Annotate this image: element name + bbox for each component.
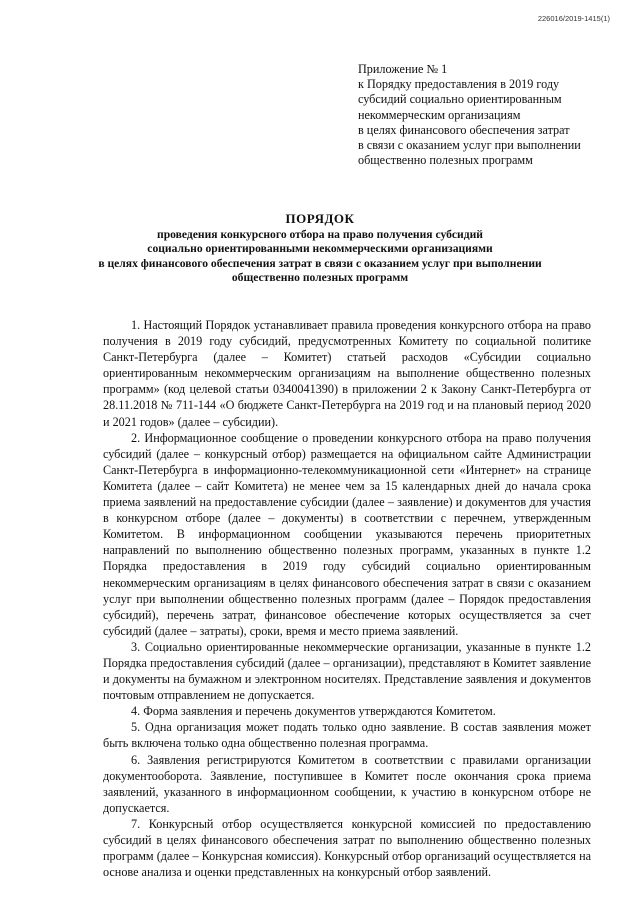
title-main: ПОРЯДОК	[285, 211, 355, 226]
paragraph-6: 6. Заявления регистрируются Комитетом в соответствии с правилами организации документооборота. Заявление, поступившее в Комитет после окончания срока приема заявлений, указанного в информационном сообщении, к участию в конкурсном отборе не допускается.	[103, 752, 591, 815]
document-body	[103, 317, 591, 880]
annex-line: общественно полезных программ	[358, 153, 533, 168]
annex-line: Приложение № 1	[358, 62, 448, 76]
title-subline: общественно полезных программ	[231, 271, 409, 285]
paragraph-4: 4. Форма заявления и перечень документов утверждаются Комитетом.	[131, 704, 496, 719]
paragraph-5: 5. Одна организация может подать только одно заявление. В состав заявления может быть включена только одна общественно полезная программа.	[103, 720, 591, 751]
paragraph-7: 7. Конкурсный отбор осуществляется конкурсной комиссией по предоставлению субсидий в целях финансового обеспечения затрат по выполнению общественно полезных программ (далее – Конкурсная комиссия). Конкурсный отбор организаций осуществляется на основе анализа и оценки представленных на конкурсный отбор заявлений.	[103, 816, 591, 880]
document-registration-number: 226016/2019-1415(1)	[537, 14, 610, 23]
annex-line: некоммерческим организациям	[358, 107, 521, 122]
paragraph-2: 2. Информационное сообщение о проведении конкурсного отбора на право получения субсидий (далее – конкурсный отбор) размещается на официальном сайте Администрации Санкт-Петербурга в информационно-телекоммуникационной сети «Интернет» на странице Комитета (далее – сайт Комитета) не менее чем за 15 календарных дней до начала срока приема заявлений на предоставление субсидии (далее – заявление) и документов для участия в конкурсном отборе (далее – документы) в соответствии с перечнем, утвержденным Комитетом. В информационном сообщении указываются перечень приоритетных направлений по выполнению общественно полезных программ, указанных в пункте 1.2 Порядка предоставления в 2019 году субсидий социально ориентированным некоммерческим организациям в целях финансового обеспечения затрат в связи с оказанием услуг при выполнении общественно полезных программ (далее – Порядок предоставления субсидий), перечень затрат, финансовое обеспечение которых осуществляется за счет субсидий (далее – затраты), сроки, время и место приема заявлений.	[103, 430, 591, 638]
paragraph-3: 3. Социально ориентированные некоммерческие организации, указанные в пункте 1.2 Порядка предоставления субсидий (далее – организации), представляют в Комитет заявление и документы на бумажном и электронном носителях. Представление заявления и документов почтовым отправлением не допускается.	[103, 639, 591, 703]
annex-line: к Порядку предоставления в 2019 году	[358, 77, 560, 92]
title-subline: социально ориентированными некоммерческими организациями	[147, 242, 493, 256]
annex-line: субсидий социально ориентированным	[358, 92, 562, 107]
title-subline: проведения конкурсного отбора на право получения субсидий	[157, 227, 483, 241]
annex-line: в целях финансового обеспечения затрат	[358, 122, 570, 137]
title-subline: в целях финансового обеспечения затрат в связи с оказанием услуг при выполнении	[98, 256, 542, 270]
annex-header	[358, 62, 623, 168]
document-title	[60, 212, 580, 286]
paragraph-1: 1. Настоящий Порядок устанавливает правила проведения конкурсного отбора на право получения в 2019 году субсидий, предусмотренных Комитету по социальной политике Санкт-Петербурга (далее – Комитет) статьей расходов «Субсидии социально ориентированным некоммерческим организациям на выполнение общественно полезных программ» (код целевой статьи 0340041390) в приложении 2 к Закону Санкт-Петербурга от 28.11.2018 № 711-144 «О бюджете Санкт-Петербурга на 2019 год и на плановый период 2020 и 2021 годов» (далее – субсидии).	[103, 318, 591, 429]
annex-line: в связи с оказанием услуг при выполнении	[358, 138, 581, 153]
